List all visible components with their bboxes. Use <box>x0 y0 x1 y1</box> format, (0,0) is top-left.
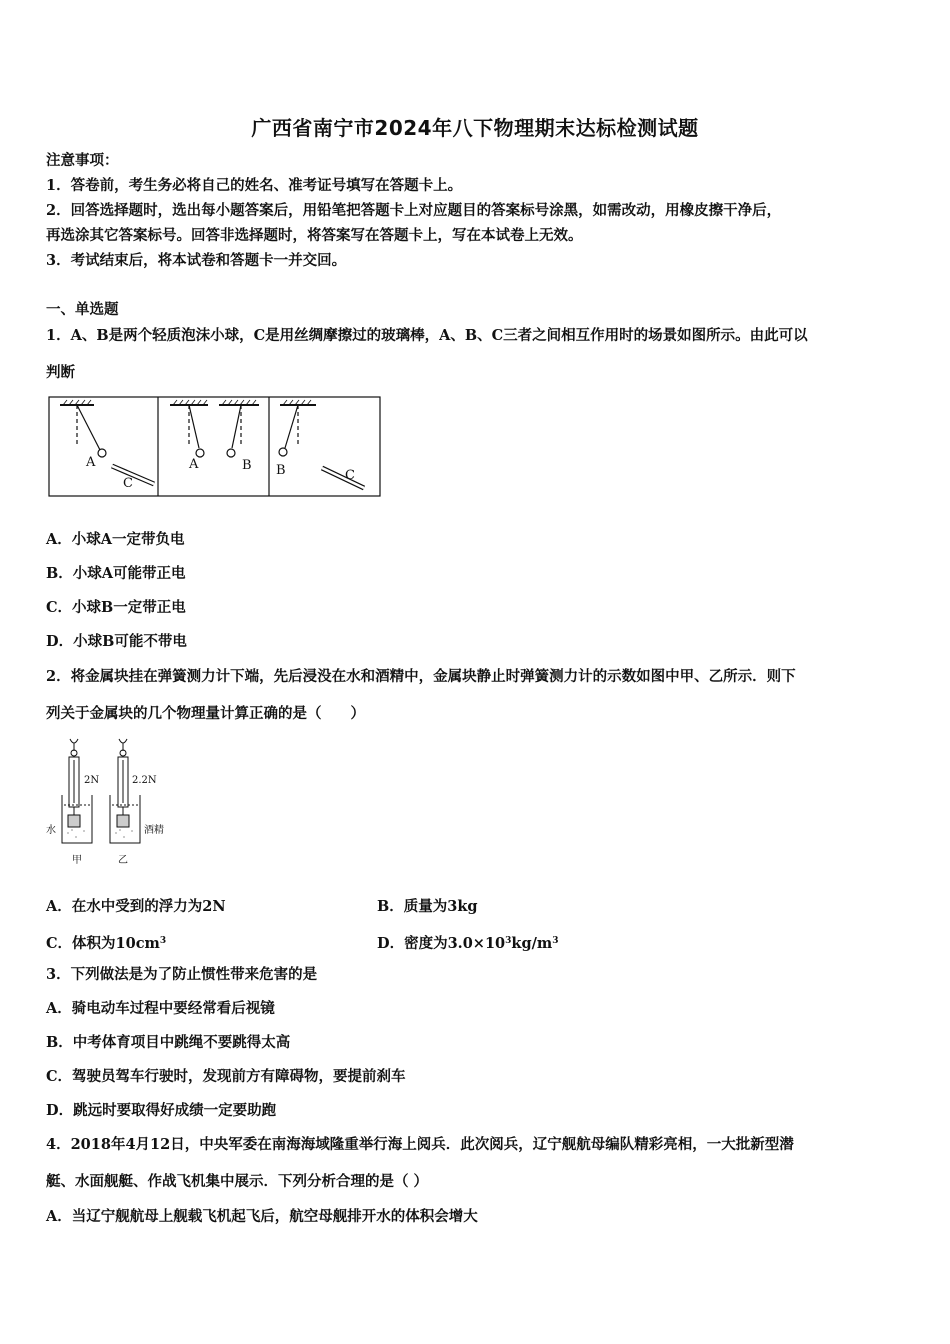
q1-label-c: C <box>345 468 355 483</box>
q1-figure <box>48 396 383 498</box>
q3-option: B．中考体育项目中跳绳不要跳得太高 <box>46 1034 291 1051</box>
q3-option: A．骑电动车过程中要经常看后视镜 <box>46 1000 275 1017</box>
q2-stem: 2．将金属块挂在弹簧测力计下端，先后浸没在水和酒精中，金属块静止时弹簧测力计的示数如图中甲、乙所示．则下 <box>46 668 796 685</box>
q1-stem: 1．A、B是两个轻质泡沫小球，C是用丝绸摩擦过的玻璃棒，A、B、C三者之间相互作用时的场景如图所示。由此可以 <box>46 327 808 344</box>
q2-name-1: 甲 <box>72 855 82 866</box>
q2-option-b: B．质量为3kg <box>377 898 478 915</box>
q2-liquid-2: 酒精 <box>144 825 164 836</box>
q1-label-b: B <box>276 463 286 478</box>
q4-stem: 4．2018年4月12日，中央军委在南海海域隆重举行海上阅兵．此次阅兵，辽宁舰航母编队精彩亮相，一大批新型潜 <box>46 1136 794 1153</box>
notice-item: 再选涂其它答案标号。回答非选择题时，将答案写在答题卡上，写在本试卷上无效。 <box>46 227 583 244</box>
q2-stem: 列关于金属块的几个物理量计算正确的是（ ） <box>46 705 365 722</box>
q2-figure <box>44 735 174 870</box>
q4-stem: 艇、水面舰艇、作战飞机集中展示．下列分析合理的是（ ） <box>46 1173 429 1190</box>
q1-option: C．小球B一定带正电 <box>46 599 186 616</box>
section-heading: 一、单选题 <box>46 301 119 318</box>
q4-option: A．当辽宁舰航母上舰载飞机起飞后，航空母舰排开水的体积会增大 <box>46 1208 478 1225</box>
q2-reading-1: 2N <box>84 775 100 786</box>
q1-option: D．小球B可能不带电 <box>46 633 187 650</box>
q3-option: C．驾驶员驾车行驶时，发现前方有障碍物，要提前刹车 <box>46 1068 406 1085</box>
notice-heading: 注意事项： <box>46 152 119 169</box>
q2-option-c: C．体积为$10cm^3$ <box>46 935 167 952</box>
q1-label-b: B <box>242 458 252 473</box>
q1-stem: 判断 <box>46 364 75 381</box>
notice-item: 3．考试结束后，将本试卷和答题卡一并交回。 <box>46 252 347 269</box>
q1-label-c: C <box>123 476 133 491</box>
notice-item: 1．答卷前，考生务必将自己的姓名、准考证号填写在答题卡上。 <box>46 177 463 194</box>
page-title: 广西省南宁市2024年八下物理期末达标检测试题 <box>251 116 699 140</box>
q1-option: B．小球A可能带正电 <box>46 565 186 582</box>
q2-option-d: D．密度为$3.0\times 10^3kg/m^3$ <box>377 935 559 952</box>
notice-item: 2．回答选择题时，选出每小题答案后，用铅笔把答题卡上对应题目的答案标号涂黑，如需改动，用橡皮擦干净后， <box>46 202 782 219</box>
q1-label-a: A <box>86 455 96 470</box>
q2-liquid-1: 水 <box>46 825 56 836</box>
q2-name-2: 乙 <box>118 855 128 866</box>
q2-option-a: A．在水中受到的浮力为2N <box>46 898 226 915</box>
q2-reading-2: 2.2N <box>132 775 157 786</box>
q1-option: A．小球A一定带负电 <box>46 531 185 548</box>
q1-label-a: A <box>189 457 199 472</box>
q3-stem: 3．下列做法是为了防止惯性带来危害的是 <box>46 966 318 983</box>
q3-option: D．跳远时要取得好成绩一定要助跑 <box>46 1102 277 1119</box>
